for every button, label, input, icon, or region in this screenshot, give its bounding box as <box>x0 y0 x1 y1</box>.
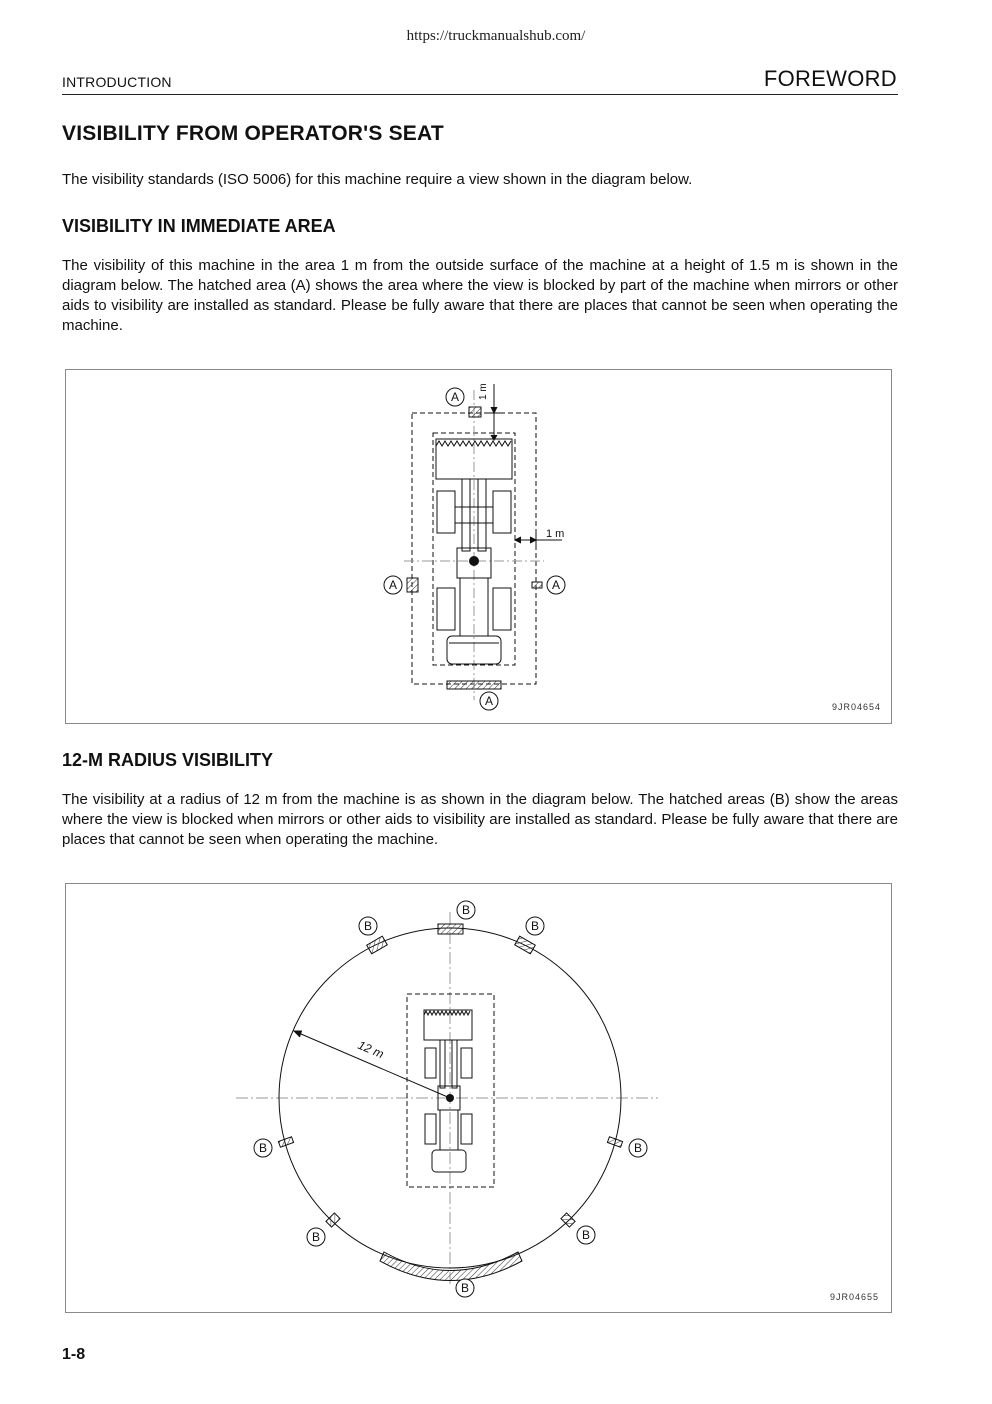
boom-arm-left <box>462 479 470 551</box>
radius-dimension-line <box>294 1031 450 1098</box>
label-b-bottom-left: B <box>311 1230 321 1244</box>
front-tire-left <box>437 491 455 533</box>
front-tire-right <box>493 491 511 533</box>
section-label: INTRODUCTION <box>62 74 172 90</box>
immediate-area-paragraph: The visibility of this machine in the area 1 m from the outside surface of the machine at a height of 1.5 m is shown in the diagram below. The hatched area (A) shows the area where the view is blocked by part of the machine when mirrors or other aids to visibility are installed as standard. Please be fully aware that there are places that cannot be seen when operating the machine. <box>62 257 898 334</box>
blind-sector-right <box>607 1137 622 1147</box>
label-b-top-left: B <box>363 919 373 933</box>
page-title: VISIBILITY FROM OPERATOR'S SEAT <box>62 122 444 145</box>
boom-arm-left-2 <box>440 1040 445 1088</box>
label-b-right: B <box>633 1141 643 1155</box>
dim-label-vertical: 1 m <box>478 383 489 400</box>
chapter-title: FOREWORD <box>763 66 897 91</box>
front-tire-right-2 <box>461 1048 472 1078</box>
header-divider <box>62 94 898 95</box>
dim-label-horizontal: 1 m <box>546 528 565 540</box>
boom-arm-right-2 <box>452 1040 457 1088</box>
label-a-left: A <box>388 578 398 592</box>
label-a-right: A <box>551 578 561 592</box>
rear-tire-right <box>493 588 511 630</box>
figure-immediate-area <box>65 369 892 724</box>
rear-tire-left <box>437 588 455 630</box>
radius-label: 12 m <box>355 1037 386 1062</box>
label-b-top-right: B <box>530 919 540 933</box>
blind-sector-top-left <box>367 936 388 954</box>
rear-frame-2 <box>440 1110 458 1150</box>
section-heading-12m-radius: 12-M RADIUS VISIBILITY <box>62 750 274 770</box>
blind-sector-top-right <box>515 936 536 954</box>
rear-tire-left-2 <box>425 1114 436 1144</box>
operator-eye-point-2 <box>446 1094 454 1102</box>
blind-sector-bottom-left <box>326 1213 340 1227</box>
label-b-bottom: B <box>460 1281 470 1295</box>
label-b-left: B <box>258 1141 268 1155</box>
label-b-bottom-right: B <box>581 1228 591 1242</box>
figure-code-2: 9JR04655 <box>830 1292 880 1302</box>
page-number: 1-8 <box>62 1346 86 1363</box>
radius-visibility-paragraph: The visibility at a radius of 12 m from the machine is as shown in the diagram below. The hatched areas (B) show the areas where the view is blocked when mirrors or other aids to visibility are installed as standard. Please be fully aware that there are places that cannot be seen when operating the machine. <box>62 791 898 848</box>
label-b-top: B <box>461 903 471 917</box>
blind-area-rear <box>447 681 501 689</box>
figure-code-1: 9JR04654 <box>832 702 882 712</box>
counterweight-2 <box>432 1150 466 1172</box>
blind-area-front <box>469 407 481 417</box>
blind-sector-top <box>438 924 463 934</box>
figure-12m-radius <box>65 883 892 1313</box>
blind-area-right <box>532 582 542 588</box>
immediate-area-diagram <box>66 370 891 723</box>
intro-paragraph: The visibility standards (ISO 5006) for this machine require a view shown in the diagram below. <box>62 171 693 188</box>
rear-tire-right-2 <box>461 1114 472 1144</box>
section-heading-immediate-area: VISIBILITY IN IMMEDIATE AREA <box>62 216 336 236</box>
radius-visibility-diagram <box>66 884 891 1312</box>
blind-area-left <box>407 578 418 592</box>
label-a-rear: A <box>484 694 494 708</box>
label-a-front: A <box>450 390 460 404</box>
front-tire-left-2 <box>425 1048 436 1078</box>
boom-arm-right <box>478 479 486 551</box>
source-url: https://truckmanualshub.com/ <box>406 28 586 44</box>
blind-sector-rear <box>380 1252 522 1281</box>
blind-sector-left <box>278 1137 293 1147</box>
operator-eye-point <box>469 556 479 566</box>
